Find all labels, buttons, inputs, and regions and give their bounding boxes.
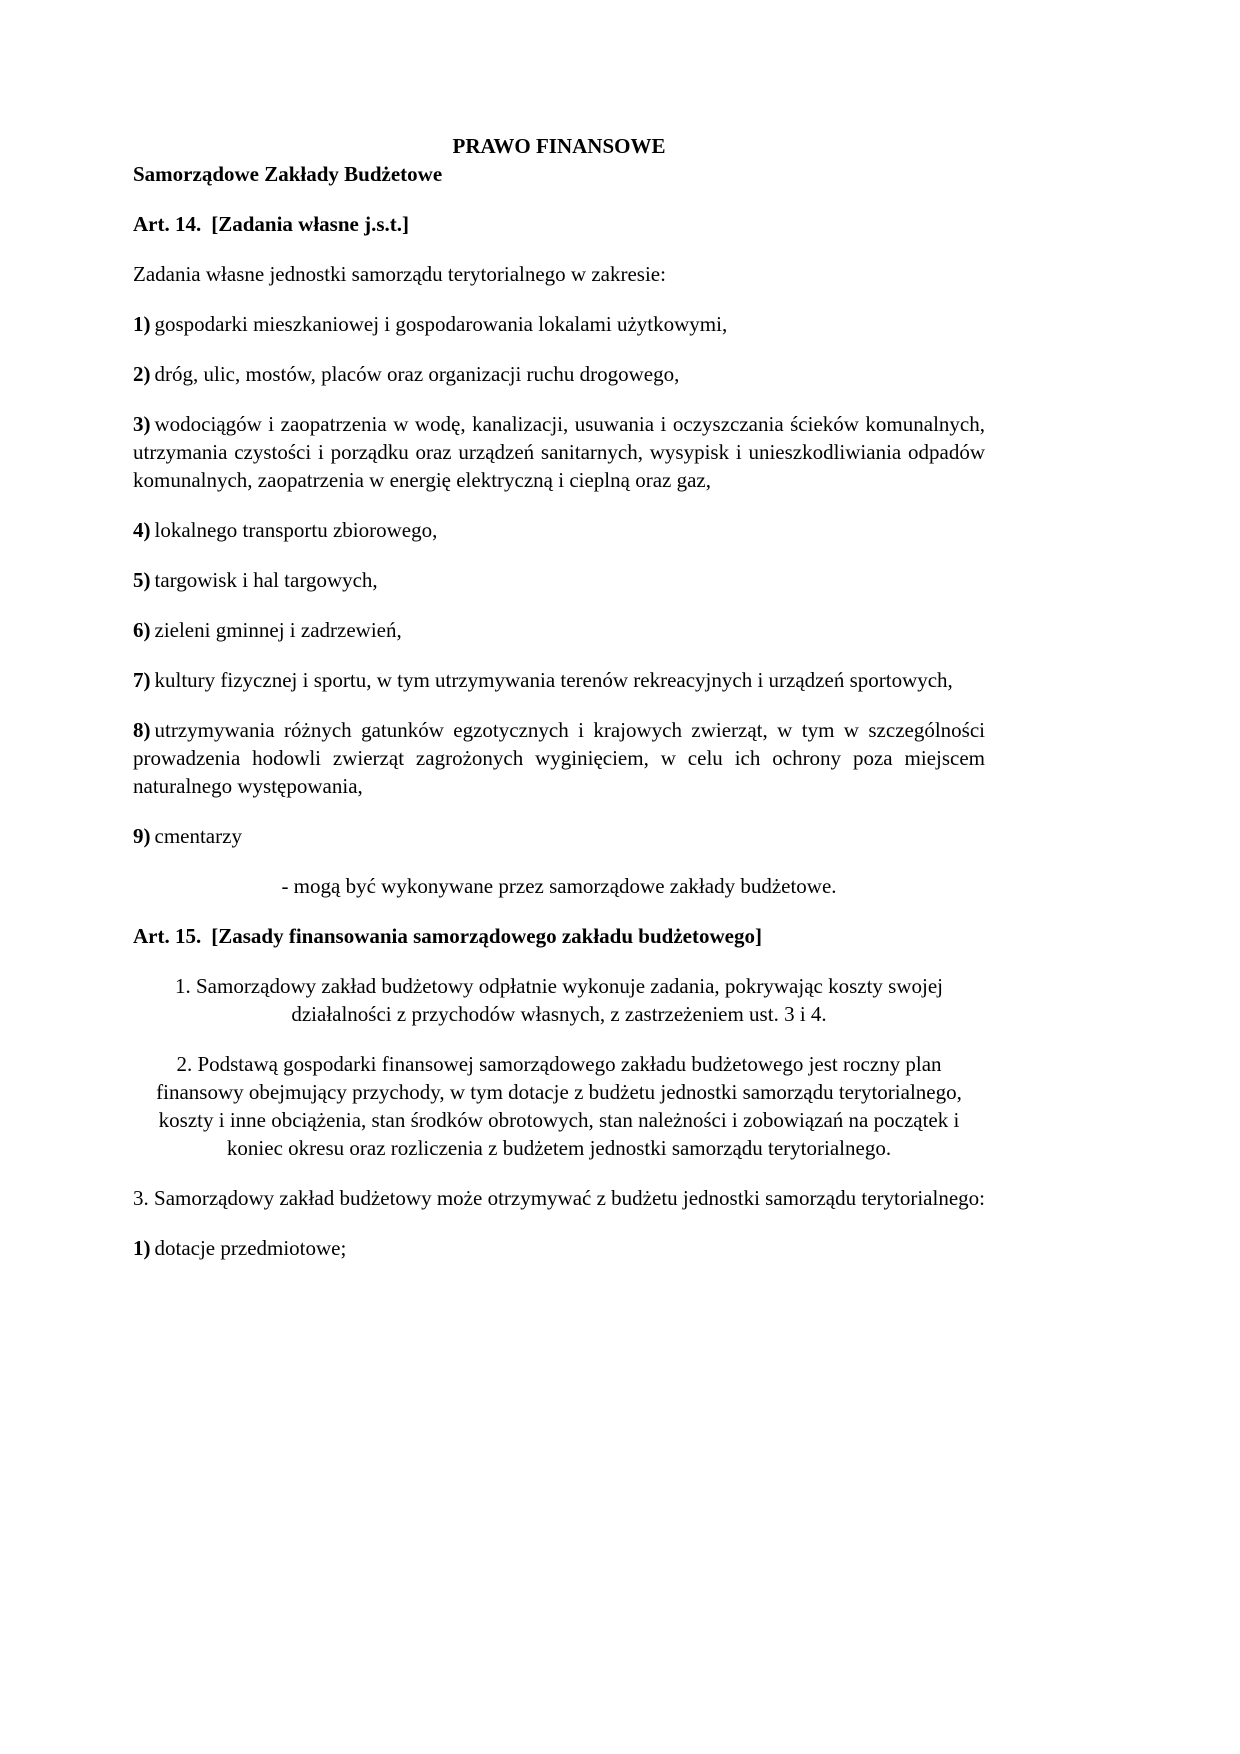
- list-item-5: [133, 566, 985, 594]
- item-number: 3): [133, 412, 151, 436]
- list-item-2: [133, 360, 985, 388]
- item-text: targowisk i hal targowych,: [154, 568, 378, 592]
- article-14-closing: - mogą być wykonywane przez samorządowe zakłady budżetowe.: [281, 874, 837, 898]
- item-text: zieleni gminnej i zadrzewień,: [154, 618, 402, 642]
- list-item-3: [133, 410, 985, 494]
- article-15-paragraph-3: 3. Samorządowy zakład budżetowy może otrzymywać z budżetu jednostki samorządu terytorialnego:: [133, 1186, 985, 1210]
- list-item-9: [133, 822, 985, 850]
- item-number: 4): [133, 518, 151, 542]
- article-15-title: [Zasady finansowania samorządowego zakładu budżetowego]: [211, 924, 762, 948]
- item-text: kultury fizycznej i sportu, w tym utrzymywania terenów rekreacyjnych i urządzeń sportowych,: [154, 668, 953, 692]
- article-15-paragraph-1: 1. Samorządowy zakład budżetowy odpłatnie wykonuje zadania, pokrywając koszty swojej działalności z przychodów własnych, z zastrzeżeniem ust. 3 i 4.: [174, 974, 944, 1026]
- list-item-8: [133, 716, 985, 800]
- item-text: lokalnego transportu zbiorowego,: [154, 518, 438, 542]
- article-14-heading: [133, 210, 985, 238]
- article-14-intro: Zadania własne jednostki samorządu terytorialnego w zakresie:: [133, 262, 666, 286]
- item-number: 6): [133, 618, 151, 642]
- item-number: 5): [133, 568, 151, 592]
- article-15-heading: [133, 922, 985, 950]
- article-15-paragraph-2: 2. Podstawą gospodarki finansowej samorządowego zakładu budżetowego jest roczny plan finansowy obejmujący przychody, w tym dotacje z budżetu jednostki samorządu terytorialnego, koszty i inne obciążenia, stan środków obrotowych, stan należności i zobowiązań na początek i koniec okresu oraz rozliczenia z budżetem jednostki samorządu terytorialnego.: [156, 1052, 962, 1160]
- item-number: 7): [133, 668, 151, 692]
- item-number: 9): [133, 824, 151, 848]
- item-text: dotacje przedmiotowe;: [154, 1236, 347, 1260]
- item-text: dróg, ulic, mostów, placów oraz organizacji ruchu drogowego,: [154, 362, 680, 386]
- item-text: gospodarki mieszkaniowej i gospodarowania lokalami użytkowymi,: [154, 312, 728, 336]
- list-item-dotacje: [133, 1234, 985, 1262]
- article-14-title: [Zadania własne j.s.t.]: [211, 212, 410, 236]
- article-15-label: Art. 15.: [133, 924, 202, 948]
- document-subtitle: Samorządowe Zakłady Budżetowe: [133, 162, 443, 186]
- item-number: 2): [133, 362, 151, 386]
- item-text: utrzymywania różnych gatunków egzotycznych i krajowych zwierząt, w tym w szczególności prowadzenia hodowli zwierząt zagrożonych wyginięciem, w celu ich ochrony poza miejscem naturalnego występowania,: [133, 718, 985, 798]
- document-title: PRAWO FINANSOWE: [452, 134, 666, 158]
- list-item-6: [133, 616, 985, 644]
- article-14-label: Art. 14.: [133, 212, 202, 236]
- item-number: 1): [133, 1236, 151, 1260]
- list-item-7: [133, 666, 985, 694]
- item-text: cmentarzy: [154, 824, 242, 848]
- list-item-4: [133, 516, 985, 544]
- list-item-1: [133, 310, 985, 338]
- item-number: 1): [133, 312, 151, 336]
- item-text: wodociągów i zaopatrzenia w wodę, kanalizacji, usuwania i oczyszczania ścieków komunalnych, utrzymania czystości i porządku oraz urządzeń sanitarnych, wysypisk i unieszkodliwiania odpadów komunalnych, zaopatrzenia w energię elektryczną i cieplną oraz gaz,: [133, 412, 985, 492]
- item-number: 8): [133, 718, 151, 742]
